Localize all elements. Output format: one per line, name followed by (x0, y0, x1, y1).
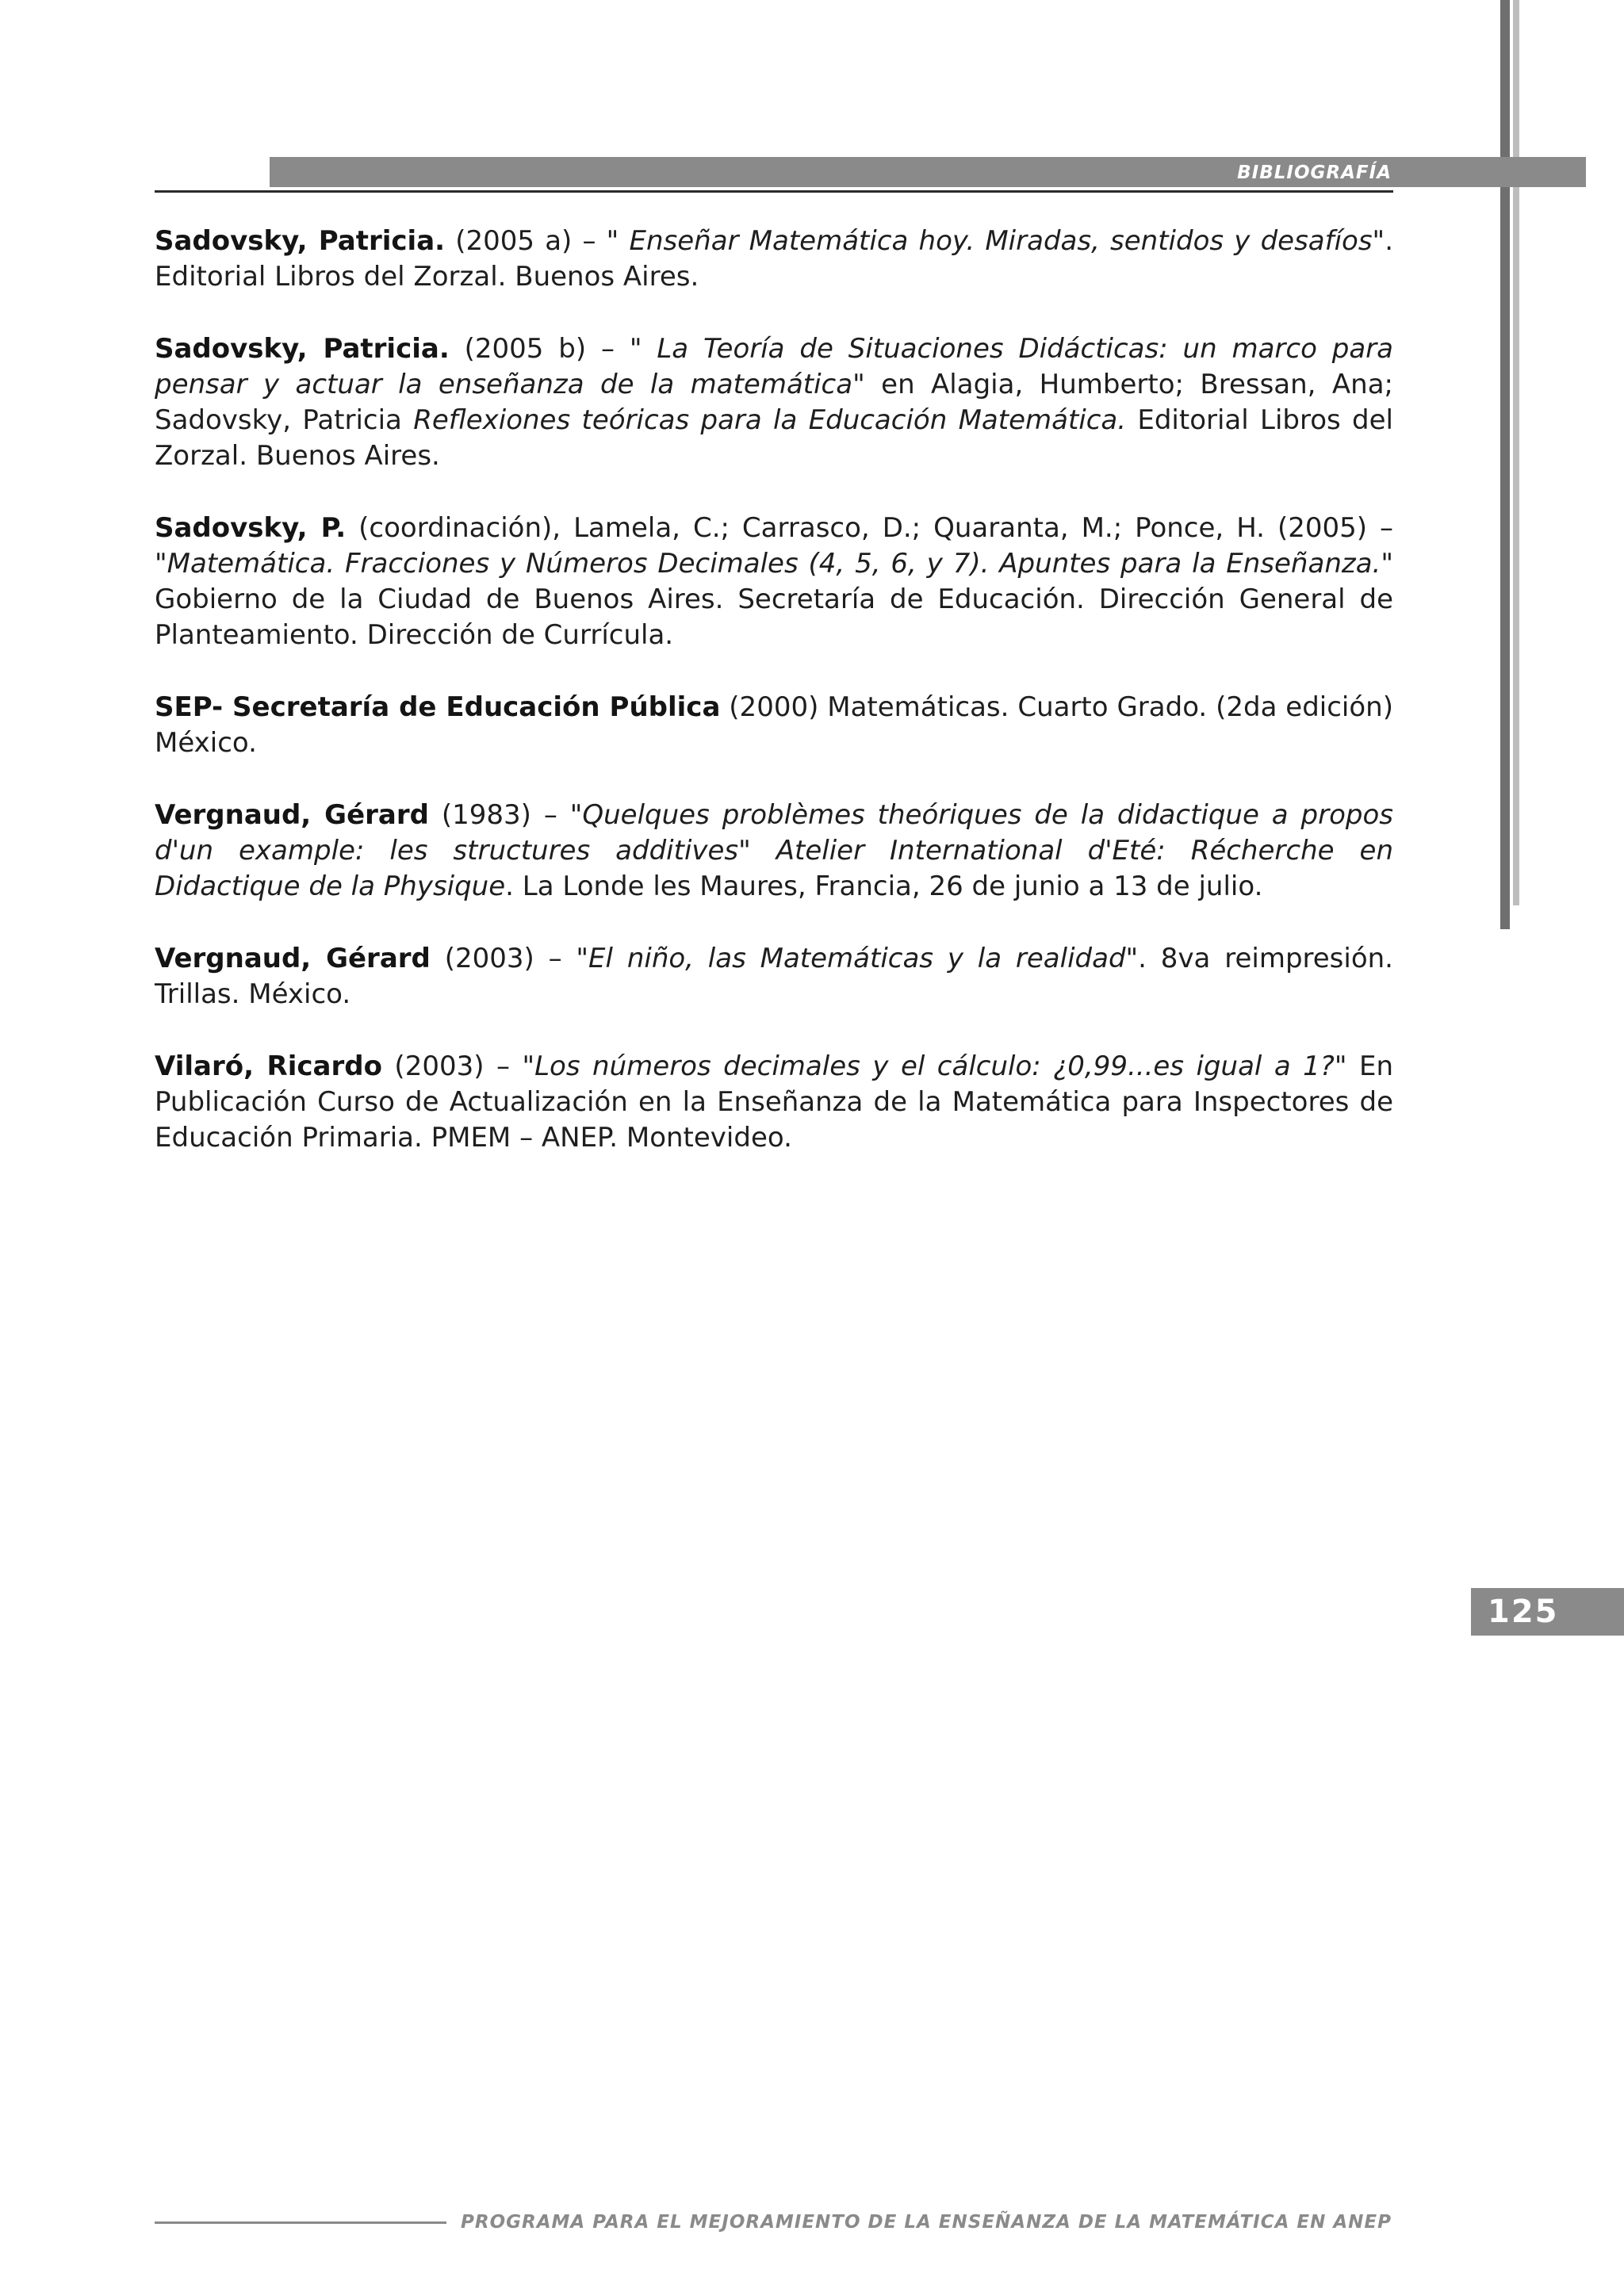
entry-title: Reflexiones teóricas para la Educación Matemática. (413, 404, 1127, 436)
entry-title: "Quelques problèmes theóriques de la didactique a propos d'un example: les structures additives" Atelier International d'Eté: Récherche en Didactique de la Physique (155, 799, 1393, 902)
entry-text: Gobierno de la Ciudad de Buenos Aires. Secretaría de Educación. Dirección General de Planteamiento. Dirección de Currícula. (155, 584, 1393, 651)
bibliography-entry (155, 798, 1393, 905)
entry-author: SEP- Secretaría de Educación Pública (155, 691, 721, 723)
header-rule (155, 190, 1393, 193)
entry-text: Editorial Libros del Zorzal. Buenos Aires. (155, 404, 1393, 472)
entry-author: Sadovsky, P. (155, 512, 347, 544)
entry-author: Sadovsky, Patricia. (155, 333, 450, 365)
entry-text: (coordinación), Lamela, C.; Carrasco, D.; Quaranta, M.; Ponce, H. (2005) – (346, 512, 1393, 544)
entry-text: En Publicación Curso de Actualización en la Enseñanza de la Matemática para Inspectores de Educación Primaria. PMEM – ANEP. Montevideo. (155, 1050, 1394, 1154)
footer-program-title: PROGRAMA PARA EL MEJORAMIENTO DE LA ENSEÑANZA DE LA MATEMÁTICA EN ANEP (461, 2212, 1392, 2233)
entry-text: (2005 a) – (445, 225, 607, 257)
bibliography-list (155, 224, 1393, 1192)
entry-title: "El niño, las Matemáticas y la realidad" (576, 943, 1139, 974)
entry-author: Vergnaud, Gérard (155, 799, 429, 831)
entry-author: Vilaró, Ricardo (155, 1050, 382, 1082)
page-number: 125 (1488, 1594, 1559, 1630)
entry-title: "Matemática. Fracciones y Números Decimales (4, 5, 6, y 7). Apuntes para la Enseñanza." (155, 548, 1393, 580)
entry-text: (2003) – (381, 1050, 523, 1082)
bibliography-entry (155, 224, 1393, 295)
bibliography-entry (155, 690, 1393, 761)
entry-title: " Enseñar Matemática hoy. Miradas, sentidos y desafíos" (606, 225, 1385, 257)
entry-title: "Los números decimales y el cálculo: ¿0,99...es igual a 1?" (522, 1050, 1347, 1082)
entry-author: Sadovsky, Patricia. (155, 225, 446, 257)
bibliography-entry (155, 511, 1393, 653)
bibliography-entry (155, 941, 1393, 1012)
entry-text: (2003) – (430, 943, 576, 974)
section-label: BIBLIOGRAFÍA (1237, 163, 1392, 183)
entry-text: (1983) – (428, 799, 570, 831)
entry-author: Vergnaud, Gérard (155, 943, 431, 974)
entry-text: . 8va reimpresión. Trillas. México. (155, 943, 1393, 1010)
entry-text: . Editorial Libros del Zorzal. Buenos Aires. (155, 225, 1394, 293)
entry-text: en Alagia, Humberto; Bressan, Ana; Sadovsky, Patricia (155, 369, 1393, 436)
entry-text: (2005 b) – (449, 333, 630, 365)
bibliography-entry (155, 331, 1393, 474)
entry-title: " La Teoría de Situaciones Didácticas: un marco para pensar y actuar la enseñanza de la matemática" (155, 333, 1393, 400)
entry-text: . La Londe les Maures, Francia, 26 de junio a 13 de julio. (505, 871, 1263, 902)
decorative-vertical-bar-dark (1500, 0, 1510, 929)
bibliography-entry (155, 1049, 1393, 1156)
entry-text: (2000) Matemáticas. Cuarto Grado. (2da edición) México. (155, 691, 1393, 759)
footer-rule (155, 2221, 446, 2224)
decorative-vertical-bar-light (1513, 0, 1519, 905)
